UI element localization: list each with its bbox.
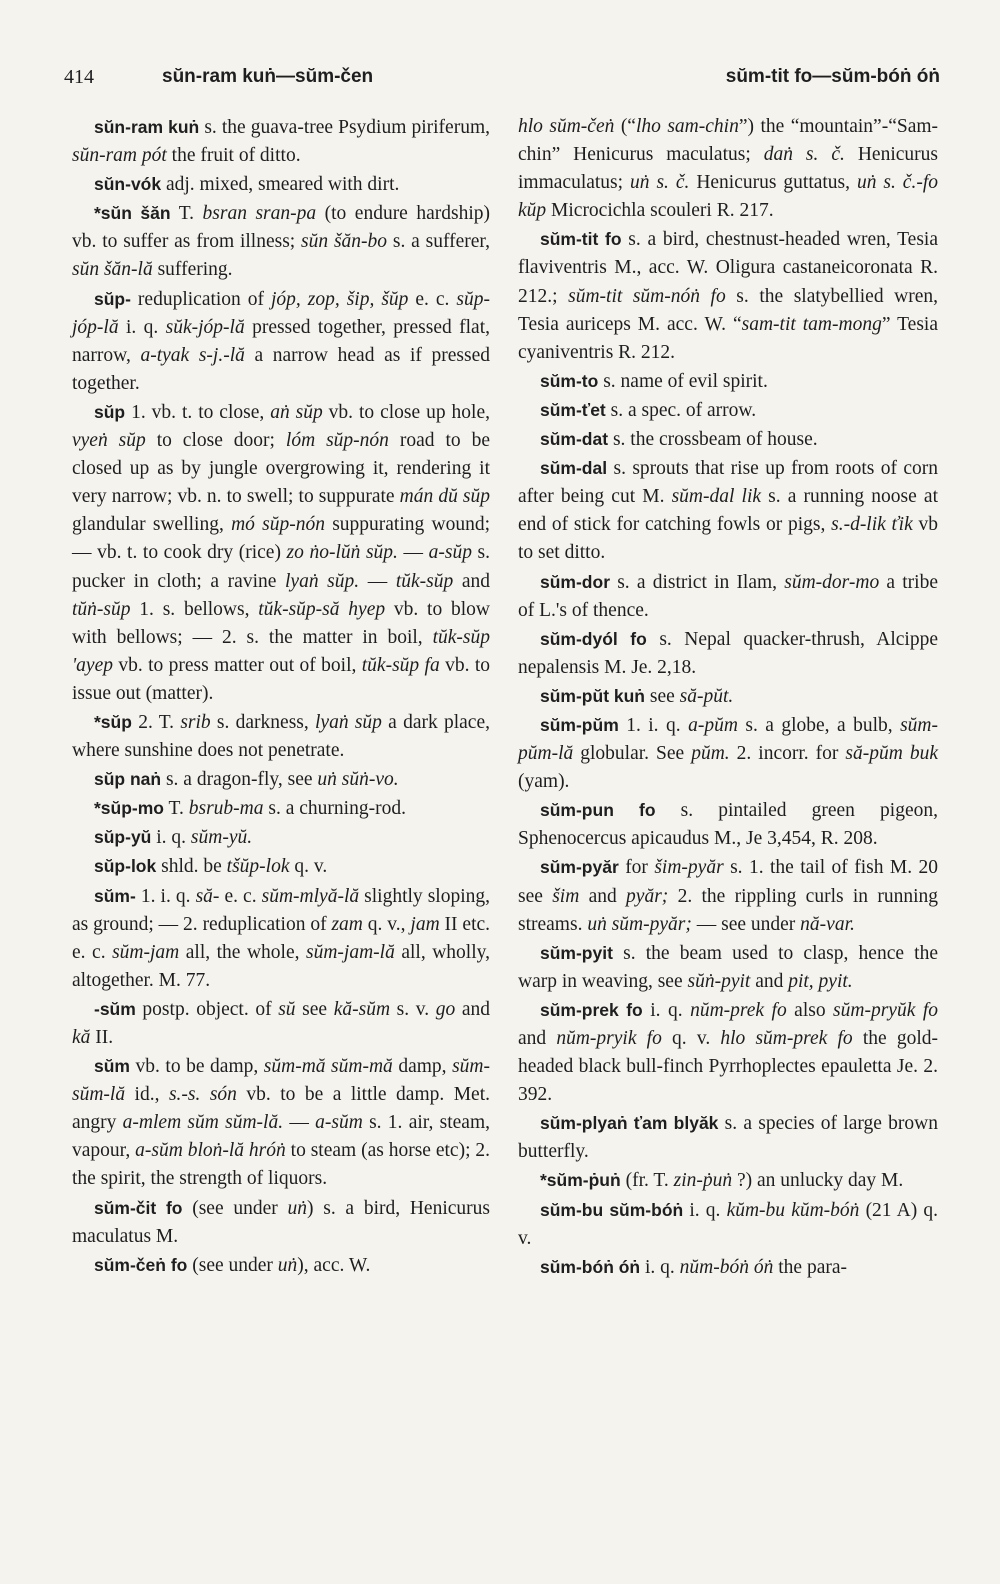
entry-text: to close door; xyxy=(145,430,286,452)
entry-text: see xyxy=(295,998,334,1020)
entry-headword: sŭm-to xyxy=(540,370,599,391)
entry-headword: sŭm-dor xyxy=(540,571,610,592)
entry-text: s. a district in Ilam, xyxy=(610,571,785,593)
dictionary-entry xyxy=(518,1166,938,1195)
entry-italic-text: a-mlem sŭm sŭm-lă. xyxy=(122,1112,284,1134)
entry-italic-text: sŭ xyxy=(278,998,296,1020)
dictionary-entry xyxy=(518,225,938,366)
entry-headword: sŭm-čeṅ fo xyxy=(94,1254,188,1275)
entry-text: T. xyxy=(170,203,203,225)
entry-text: (see under xyxy=(182,1197,288,1219)
entry-italic-text: mó sŭp-nón xyxy=(231,514,325,536)
entry-italic-text: sam-tit tam-mong xyxy=(741,313,882,335)
entry-headword: sŭp xyxy=(94,401,126,422)
entry-headword: sŭm-ťet xyxy=(540,399,606,420)
dictionary-entry xyxy=(72,170,490,199)
entry-text: Henicurus immaculatus; xyxy=(518,144,938,194)
entry-headword: sŭp-lok xyxy=(94,856,157,877)
entry-text: e. c. xyxy=(408,288,457,310)
entry-italic-text: tŭk-sŭp xyxy=(395,570,454,592)
entry-text: 1. s. bellows, xyxy=(130,598,259,620)
entry-italic-text: sŭm-dor-mo xyxy=(784,571,880,593)
entry-italic-text: uṅ s. č. xyxy=(630,172,690,194)
entry-text: a tribe of L.'s of thence. xyxy=(518,571,938,621)
dictionary-entry xyxy=(518,625,938,682)
entry-headword: sŭm-pŭm xyxy=(540,714,619,735)
entry-headword: sŭn-vók xyxy=(94,174,162,195)
dictionary-entry xyxy=(72,765,490,794)
entry-headword: sŭm- xyxy=(94,885,136,906)
entry-text: q. v., xyxy=(362,913,411,935)
entry-text: (“ xyxy=(614,116,636,137)
entry-text: (fr. T. xyxy=(620,1170,674,1192)
dictionary-entry xyxy=(518,1253,938,1282)
entry-italic-text: a-pŭm xyxy=(688,714,738,736)
entry-italic-text: uṅ xyxy=(287,1197,307,1219)
entry-text: a narrow head as if pressed together. xyxy=(72,344,490,394)
entry-italic-text: go xyxy=(435,998,456,1020)
entry-italic-text: sŭm-dal lik xyxy=(671,486,762,508)
entry-text: vb. to close up hole, xyxy=(322,401,491,423)
entry-italic-text: sŭm-pryŭk fo xyxy=(833,999,938,1021)
entry-text: Microcichla scouleri R. 217. xyxy=(546,200,774,222)
dictionary-entry xyxy=(518,996,938,1109)
entry-italic-text: hlo sŭm-prek fo xyxy=(720,1028,853,1049)
dictionary-entry xyxy=(72,794,490,823)
entry-text: i. q. xyxy=(640,1256,680,1278)
entry-italic-text: să- xyxy=(195,885,220,907)
entry-text: s. Nepal quacker-thrush, Alcippe nepalensis M. Je. 2,18. xyxy=(518,628,938,678)
entry-headword: *sŭp-mo xyxy=(94,798,164,819)
entry-headword: sŭm-tit fo xyxy=(540,229,622,250)
entry-italic-text: hlo sŭm-čeṅ xyxy=(518,116,615,137)
entry-text: s. a running noose at end of stick for catching fowls or pigs, xyxy=(518,486,938,536)
dictionary-entry xyxy=(72,285,490,398)
entry-headword: sŭm-pun fo xyxy=(540,800,656,821)
entry-italic-text: sŭm-pŭm-lă xyxy=(518,714,939,765)
entry-headword: sŭn-ram kuṅ xyxy=(94,117,200,137)
entry-italic-text: zo ṅo-lŭṅ sŭp. xyxy=(286,542,398,564)
entry-headword: sŭm-pyit xyxy=(540,942,613,963)
entry-italic-text: kă xyxy=(72,1027,91,1048)
entry-text: vb to set ditto. xyxy=(518,514,938,564)
entry-headword: sŭm-dat xyxy=(540,429,609,450)
entry-italic-text: sŭm-mlyă-lă xyxy=(261,885,360,907)
entry-italic-text: lóm sŭp-nón xyxy=(285,430,389,452)
dictionary-entry xyxy=(518,853,938,938)
entry-italic-text: sŭm-jam-lă xyxy=(306,941,395,963)
entry-text: — xyxy=(397,542,429,564)
entry-italic-text: sŭn šăn-bo xyxy=(301,231,388,253)
entry-headword: sŭm-pyăr xyxy=(540,857,619,878)
entry-italic-text: sŭm-tit sŭm-nóṅ fo xyxy=(568,285,726,307)
entry-text: vb. to blow with bellows; — 2. s. the matter in boil, xyxy=(72,598,491,648)
entry-text: (to endure hardship) vb. to suffer as from illness; xyxy=(72,203,490,253)
entry-text: vb. to press matter out of boil, xyxy=(112,654,362,676)
entry-italic-text: kă-sŭm xyxy=(333,998,391,1020)
entry-text: s. the beam used to clasp, hence the warp in weaving, see xyxy=(518,942,938,992)
entry-italic-text: să-pŭm buk xyxy=(845,743,938,765)
entry-text: (yam). xyxy=(518,771,570,793)
entry-text: 1. i. q. xyxy=(618,714,689,736)
entry-italic-text: uṅ sŭṅ-vo. xyxy=(317,769,399,791)
entry-text: damp, xyxy=(392,1056,453,1078)
dictionary-entry xyxy=(518,113,938,225)
entry-text: and xyxy=(579,885,627,907)
entry-text: globular. See xyxy=(573,743,692,765)
entry-text: ), acc. W. xyxy=(297,1254,371,1276)
entry-italic-text: sŭm-yŭ. xyxy=(190,827,253,849)
entry-italic-text: mán dŭ sŭp xyxy=(399,486,491,508)
entry-italic-text: s.-d-lik ťik xyxy=(831,514,913,536)
entry-headword: sŭm-čit fo xyxy=(94,1197,183,1218)
entry-italic-text: uṅ s. č.-fo kŭp xyxy=(518,172,939,222)
dictionary-entry xyxy=(72,823,490,852)
entry-headword: sŭm-bu sŭm-bóṅ xyxy=(540,1199,684,1220)
entry-headword: sŭp naṅ xyxy=(94,769,162,790)
dictionary-entry xyxy=(72,1052,490,1193)
entry-italic-text: sŭn-ram pót xyxy=(72,145,167,167)
entry-text: and xyxy=(455,998,491,1020)
entry-italic-text: aṅ sŭp xyxy=(270,401,323,423)
dictionary-entry xyxy=(72,1251,490,1280)
dictionary-entry xyxy=(518,568,938,625)
entry-text: ”) the “mountain”-“Sam-chin” Henicurus maculatus; xyxy=(518,116,939,166)
entry-text: II. xyxy=(90,1027,114,1048)
entry-italic-text: sŭm-jam xyxy=(112,941,180,963)
entry-text: 2. incorr. for xyxy=(729,743,846,765)
entry-text: s. pucker in cloth; a ravine xyxy=(72,542,491,592)
dictionary-entry xyxy=(518,711,938,796)
left-column xyxy=(72,113,490,1280)
entry-headword: sŭm xyxy=(94,1056,130,1077)
entry-italic-text: bsrub-ma xyxy=(188,798,264,820)
entry-text: slightly sloping, as ground; — 2. reduplication of xyxy=(72,885,491,935)
entry-text: and xyxy=(750,970,789,992)
entry-italic-text: a-sŭm xyxy=(315,1112,363,1134)
entry-text: s. the slatybellied wren, Tesia auriceps M. acc. W. “ xyxy=(518,285,939,335)
entry-headword: sŭm-prek fo xyxy=(540,999,643,1020)
entry-text: q. v. xyxy=(661,1028,721,1049)
dictionary-entry xyxy=(72,113,490,170)
dictionary-entry xyxy=(518,367,938,396)
entry-italic-text: tŭṅ-sŭp xyxy=(72,598,131,620)
dictionary-entry xyxy=(518,425,938,454)
entry-text: ) s. a bird, Henicurus maculatus M. xyxy=(72,1197,490,1247)
entry-text: i. q. xyxy=(642,999,691,1021)
entry-italic-text: nă-var. xyxy=(800,913,855,935)
dictionary-entry xyxy=(72,199,490,284)
entry-text: s. the guava-tree Psydium piriferum, xyxy=(199,117,490,138)
entry-italic-text: a-tyak s-j.-lă xyxy=(140,344,245,366)
entry-text: s. 1. the tail of fish M. 20 see xyxy=(518,857,938,907)
entry-italic-text: lyaṅ sŭp. xyxy=(285,570,360,592)
entry-text: q. v. xyxy=(289,856,328,878)
dictionary-entry xyxy=(518,796,938,853)
entry-italic-text: sŭm-mă sŭm-mă xyxy=(263,1056,393,1078)
entry-text: for xyxy=(618,857,655,879)
entry-text: s. a bird, chestnust-headed wren, Tesia flaviventris M., acc. W. Oligura castaneicoronata R. 212.; xyxy=(518,229,938,307)
entry-italic-text: să-pŭt. xyxy=(679,685,734,707)
entry-italic-text: nŭm-pryik fo xyxy=(556,1028,662,1049)
entry-text: ?) an unlucky day M. xyxy=(732,1170,904,1192)
entry-text: s. a sufferer, xyxy=(387,231,490,253)
entry-text: to steam (as horse etc); 2. the spirit, the strength of liquors. xyxy=(72,1140,490,1190)
entry-text: and xyxy=(518,1028,557,1049)
entry-text: 2. T. xyxy=(131,711,181,733)
dictionary-entry xyxy=(518,939,938,996)
entry-text: adj. mixed, smeared with dirt. xyxy=(161,174,400,196)
entry-italic-text: zam xyxy=(331,913,363,935)
entry-text: a dark place, where sunshine does not penetrate. xyxy=(72,711,490,762)
entry-italic-text: tŭk-sŭp-să hyep xyxy=(258,598,386,620)
entry-text: — xyxy=(359,570,396,592)
right-column xyxy=(518,113,938,1282)
entry-text: postp. object. of xyxy=(135,998,279,1020)
entry-text: s. v. xyxy=(390,998,436,1020)
entry-text: i. q. xyxy=(151,827,191,849)
entry-text: s. a species of large brown butterfly. xyxy=(518,1113,938,1163)
entry-text: s. a globe, a bulb, xyxy=(737,714,901,736)
entry-text: s. a spec. of arrow. xyxy=(605,399,757,421)
entry-italic-text: nŭm-bóṅ óṅ xyxy=(679,1256,774,1278)
entry-text: reduplication of xyxy=(130,288,272,310)
entry-text: s. the crossbeam of house. xyxy=(608,429,818,451)
entry-text: i. q. xyxy=(118,316,166,338)
dictionary-entry xyxy=(72,882,490,995)
entry-text: vb. to be damp, xyxy=(129,1056,264,1078)
dictionary-entry xyxy=(72,708,490,765)
entry-text: s. 1. air, steam, vapour, xyxy=(72,1112,490,1162)
entry-italic-text: zin-ṗuṅ xyxy=(673,1170,733,1192)
entry-italic-text: pyăr; xyxy=(626,885,669,907)
dictionary-entry xyxy=(518,1109,938,1166)
entry-headword: sŭm-dyól fo xyxy=(540,628,647,649)
entry-text: suppurating wound; — vb. t. to cook dry (rice) xyxy=(72,514,491,564)
dictionary-entry xyxy=(518,454,938,567)
entry-italic-text: tŭk-sŭp fa xyxy=(361,654,440,676)
entry-text: (21 A) q. v. xyxy=(518,1199,938,1249)
entry-italic-text: sŭk-jóp-lă xyxy=(165,316,245,338)
entry-italic-text: s.-s. són xyxy=(168,1084,237,1106)
entry-text: (see under xyxy=(187,1254,278,1276)
entry-text: — xyxy=(283,1112,316,1134)
entry-text: T. xyxy=(164,798,189,820)
entry-italic-text: pŭm. xyxy=(691,743,730,765)
entry-text: ” Tesia cyaniventris R. 212. xyxy=(518,313,938,363)
entry-headword: sŭm-dal xyxy=(540,458,608,479)
entry-text: s. name of evil spirit. xyxy=(598,370,768,392)
entry-text: 2. the rippling curls in running streams. xyxy=(518,885,938,935)
entry-text: see xyxy=(645,685,680,707)
entry-italic-text: bsran sran-pa xyxy=(202,203,317,225)
entry-text: shld. be xyxy=(156,856,227,878)
entry-text: vb. to be a little damp. Met. angry xyxy=(72,1084,490,1134)
entry-text: — see under xyxy=(691,913,801,935)
entry-text: suffering. xyxy=(152,259,233,281)
entry-headword: *sŭn šăn xyxy=(94,203,171,224)
running-header xyxy=(0,66,1000,96)
entry-italic-text: jam xyxy=(410,913,440,935)
dictionary-entry xyxy=(72,852,490,881)
entry-text: id., xyxy=(125,1084,169,1106)
left-running-head: sŭn-ram kuṅ—sŭm-čen xyxy=(162,66,374,87)
entry-italic-text: lyaṅ sŭp xyxy=(315,711,382,733)
entry-italic-text: a-sŭp xyxy=(428,542,472,564)
entry-italic-text: jóp, zop, šip, šŭp xyxy=(271,288,409,310)
entry-text: e. c. xyxy=(219,885,262,907)
entry-headword: sŭm-plyaṅ ťam blyăk xyxy=(540,1113,719,1134)
dictionary-entry xyxy=(72,398,490,708)
entry-text: all, wholly, altogether. M. 77. xyxy=(72,941,490,991)
entry-italic-text: uṅ sŭm-pyăr; xyxy=(587,913,692,935)
entry-italic-text: tšŭp-lok xyxy=(226,856,290,878)
entry-headword: sŭm-pŭt kuṅ xyxy=(540,685,645,706)
entry-text: vb. to issue out (matter). xyxy=(72,654,490,704)
entry-italic-text: tŭk-sŭp 'ayep xyxy=(72,626,490,676)
entry-text: the para- xyxy=(773,1256,847,1278)
entry-text: s. pintailed green pigeon, Sphenocercus apicaudus M., Je 3,454, R. 208. xyxy=(518,800,938,850)
entry-italic-text: nŭm-prek fo xyxy=(690,999,787,1021)
entry-text: all, the whole, xyxy=(179,941,306,963)
entry-italic-text: pit, pyit. xyxy=(788,970,853,992)
entry-italic-text: uṅ xyxy=(277,1254,298,1276)
entry-italic-text: daṅ s. č. xyxy=(763,144,845,166)
entry-text: s. darkness, xyxy=(210,711,315,733)
entry-italic-text: sŭṅ-pyit xyxy=(687,970,751,992)
entry-text: 1. i. q. xyxy=(135,885,196,907)
entry-italic-text: šim-pyăr xyxy=(654,857,724,879)
entry-italic-text: sŭn šăn-lă xyxy=(72,259,153,281)
page-number: 414 xyxy=(64,66,94,88)
entry-italic-text: šim xyxy=(552,885,580,907)
entry-text: 1. vb. t. to close, xyxy=(125,401,271,423)
dictionary-entry xyxy=(72,1194,490,1251)
entry-italic-text: kŭm-bu kŭm-bóṅ xyxy=(726,1199,860,1221)
entry-text: s. a dragon-fly, see xyxy=(161,769,318,791)
entry-text: i. q. xyxy=(683,1199,727,1221)
right-running-head: sŭm-tit fo—sŭm-bóṅ óṅ xyxy=(725,66,940,87)
entry-text: s. sprouts that rise up from roots of corn after being cut M. xyxy=(518,458,938,508)
entry-text: pressed together, pressed flat, narrow, xyxy=(72,316,490,366)
entry-headword: sŭm-bóṅ óṅ xyxy=(540,1256,641,1277)
dictionary-entry xyxy=(72,995,490,1052)
entry-headword: sŭp-yŭ xyxy=(94,827,152,848)
entry-italic-text: lho sam-chin xyxy=(635,116,739,137)
entry-italic-text: vyeṅ sŭp xyxy=(72,430,146,452)
entry-headword: sŭp- xyxy=(94,288,131,309)
entry-italic-text: srib xyxy=(180,711,211,733)
entry-text: the gold-headed black bull-finch Pyrrhoplectes epauletta Je. 2. 392. xyxy=(518,1028,939,1106)
entry-headword: *sŭm-ṗuṅ xyxy=(540,1170,621,1191)
entry-italic-text: sŭm-sŭm-lă xyxy=(72,1056,490,1106)
dictionary-entry xyxy=(518,1196,938,1253)
entry-text: s. a churning-rod. xyxy=(263,798,406,820)
dictionary-entry xyxy=(518,396,938,425)
entry-text: Henicurus guttatus, xyxy=(689,172,857,194)
entry-italic-text: a-sŭm bloṅ-lă hróṅ xyxy=(135,1140,286,1162)
entry-text: road to be closed up as by jungle overgrowing it, rendering it very narrow; vb. n. to swell; to suppurate xyxy=(72,430,490,508)
entry-text: also xyxy=(786,999,834,1021)
dictionary-entry xyxy=(518,682,938,711)
entry-text: and xyxy=(453,570,491,592)
entry-headword: -sŭm xyxy=(94,998,136,1019)
entry-italic-text: sŭp-jóp-lă xyxy=(72,288,491,338)
entry-text: II etc. e. c. xyxy=(72,913,491,963)
entry-text: the fruit of ditto. xyxy=(166,145,301,167)
entry-text: glandular swelling, xyxy=(72,514,232,536)
entry-headword: *sŭp xyxy=(94,711,132,732)
